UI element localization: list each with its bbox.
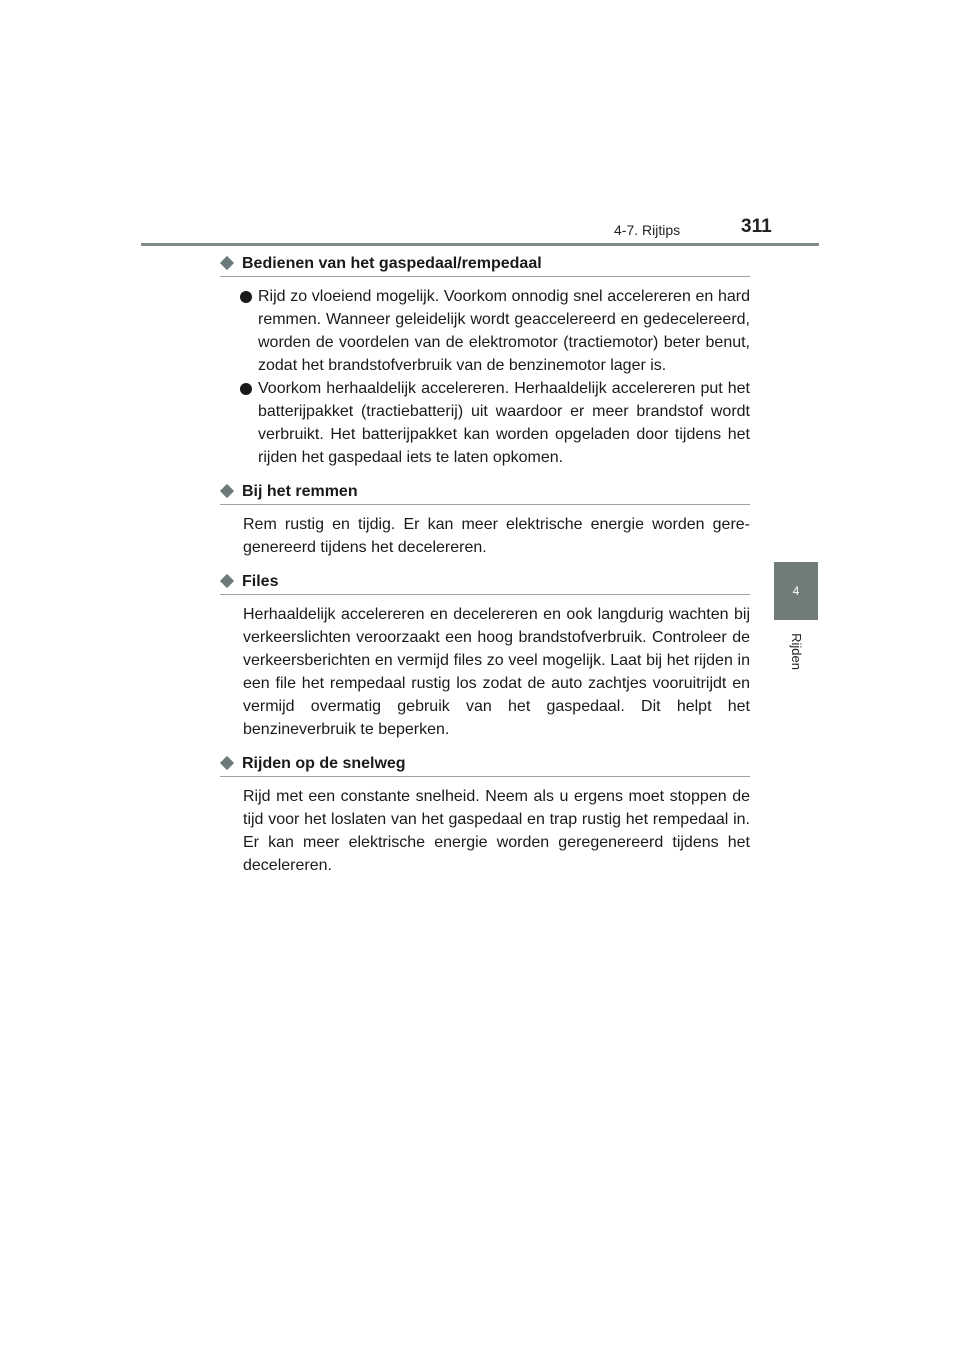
- diamond-icon: [220, 256, 234, 270]
- chapter-number: 4: [792, 584, 800, 598]
- section-heading: [220, 480, 750, 505]
- section-highway: [220, 752, 750, 877]
- section-braking: [220, 480, 750, 559]
- chapter-title-vertical: [774, 628, 818, 674]
- section-title: Rijden op de snelweg: [242, 755, 406, 772]
- section-pedals: [220, 252, 750, 469]
- page-content: [220, 252, 750, 877]
- section-heading: [220, 570, 750, 595]
- diamond-icon: [220, 574, 234, 588]
- header-rule: [141, 243, 819, 246]
- list-item: [220, 377, 750, 469]
- section-body: Rem rustig en tijdig. Er kan meer elektrische energie worden geregenereerd tijdens het decelereren.: [243, 516, 750, 556]
- section-title: Files: [242, 573, 279, 590]
- bullet-icon: [240, 383, 252, 395]
- header-section-label: 4-7. Rijtips: [614, 222, 681, 238]
- list-item-text: Rijd zo vloeiend mogelijk. Voorkom onnodig snel accelereren en hard remmen. Wanneer geleidelijk wordt geaccelereerd en gedecelereerd, worden de voordelen van de elektromotor (tractiemotor) beter benut, zodat het brandstofverbruik van de benzinemotor lager is.: [258, 288, 750, 374]
- section-body: Rijd met een constante snelheid. Neem als u ergens moet stoppen de tijd voor het loslaten van het gaspedaal en trap rustig het rempedaal in. Er kan meer elektrische energie worden geregenereerd tijdens het decelereren.: [243, 788, 750, 874]
- section-title: Bij het remmen: [242, 483, 358, 500]
- page-number: 311: [741, 216, 772, 237]
- list-item-text: Voorkom herhaaldelijk accelereren. Herhaaldelijk accelereren put het batterijpakket (tractiebatterij) uit waardoor er meer brandstof wordt verbruikt. Het batterijpakket kan worden opgeladen door tijdens het rijden het gaspedaal iets te laten opkomen.: [258, 380, 750, 466]
- list-item: [220, 285, 750, 377]
- bullet-icon: [240, 291, 252, 303]
- section-body: Herhaaldelijk accelereren en decelereren en ook langdurig wachten bij verkeerslichten veroorzaakt een hoog brandstofverbruik. Controleer de verkeersberichten en vermijd files zo veel mogelijk. Laat bij het rijden in een file het rempedaal rustig los zodat de auto zachtjes vooruitrijdt en vermijd overmatig gebruik van het gaspedaal. Dit helpt het benzineverbruik te beperken.: [243, 606, 750, 738]
- diamond-icon: [220, 756, 234, 770]
- section-traffic-jams: [220, 570, 750, 741]
- bullet-list: [220, 285, 750, 469]
- section-heading: [220, 752, 750, 777]
- diamond-icon: [220, 484, 234, 498]
- section-heading: [220, 252, 750, 277]
- chapter-title: Rijden: [788, 632, 804, 670]
- section-title: Bedienen van het gaspedaal/rempedaal: [242, 255, 542, 272]
- chapter-tab: [774, 562, 818, 620]
